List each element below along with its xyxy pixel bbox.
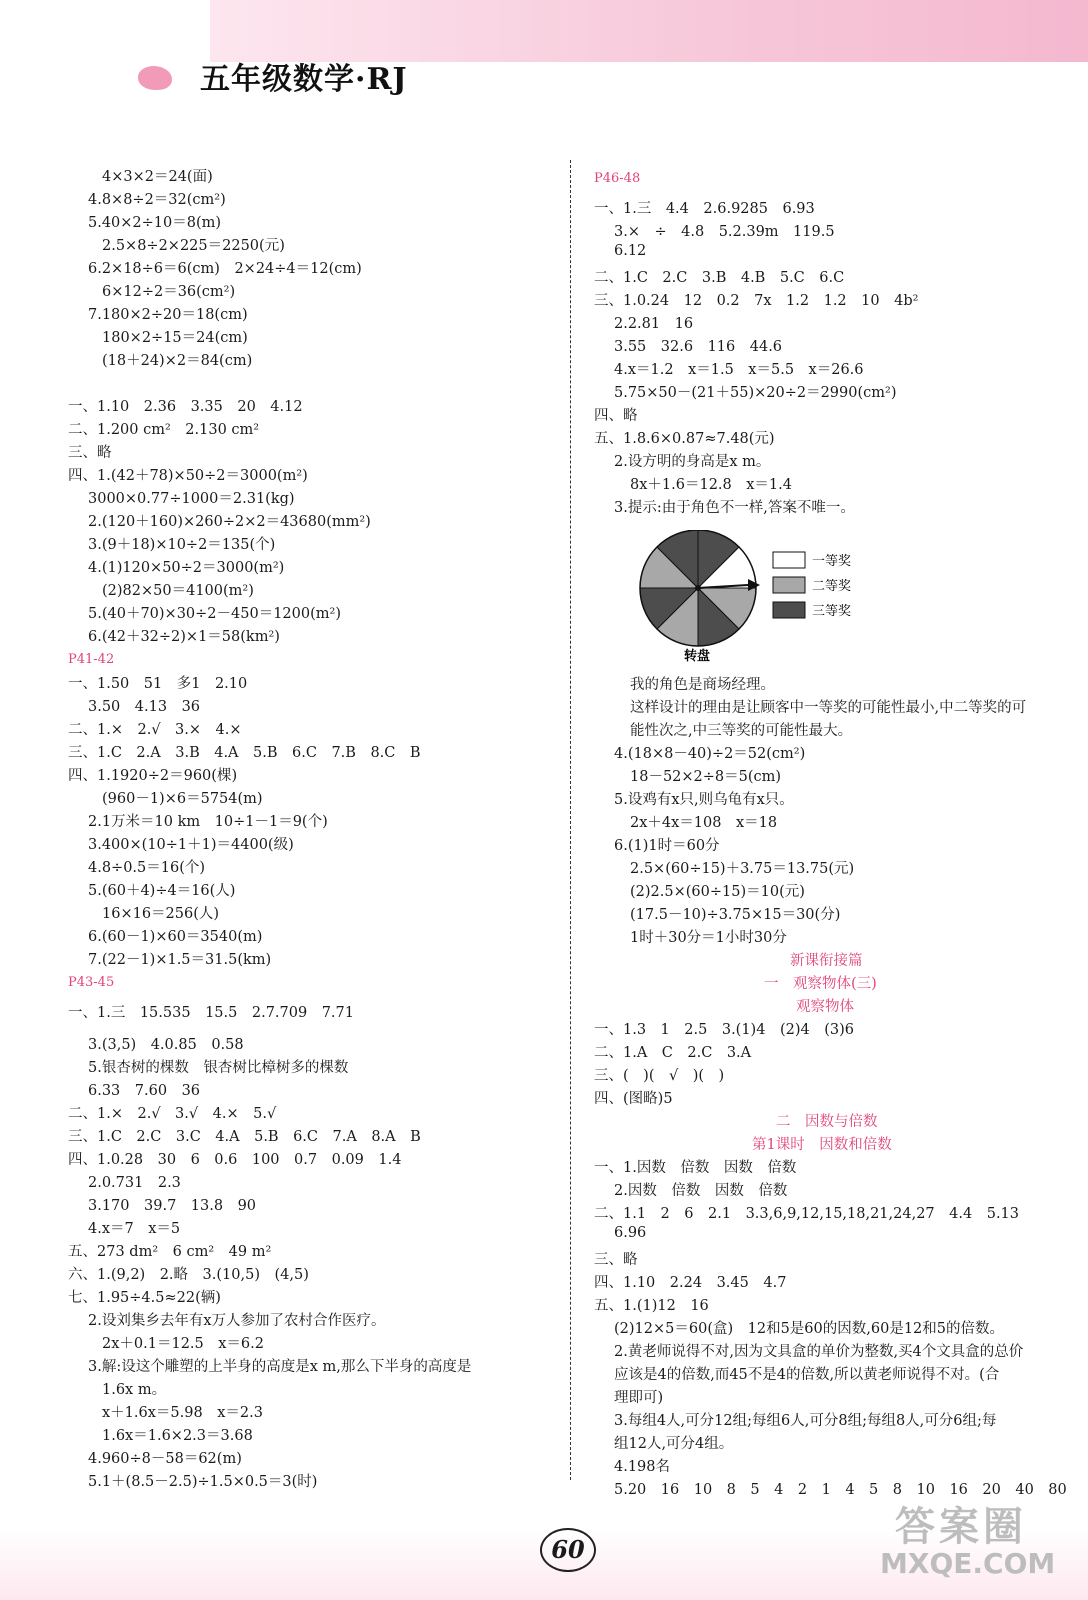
page-number: 60 — [540, 1528, 596, 1572]
answer-line: 应该是4的倍数,而45不是4的倍数,所以黄老师说得不对。(合 — [614, 1367, 1000, 1383]
answer-line: 2x＋4x＝108 x＝18 — [630, 815, 778, 831]
answer-line: 7.180×2÷20＝18(cm) — [88, 307, 248, 323]
answer-line: 4.960÷8－58＝62(m) — [88, 1451, 242, 1467]
answer-line: 二、1.C 2.C 3.B 4.B 5.C 6.C — [594, 270, 845, 286]
answer-line: 二、1.A C 2.C 3.A — [594, 1045, 752, 1061]
answer-line: 4.8÷0.5＝16(个) — [88, 860, 206, 876]
answer-line: 四、略 — [594, 408, 638, 424]
answer-line: 四、1.1920÷2＝960(棵) — [68, 768, 238, 784]
section-heading: 一 观察物体(三) — [764, 976, 877, 992]
answer-line: 理即可) — [614, 1390, 664, 1406]
answer-line: 能性次之,中三等奖的可能性最大。 — [630, 723, 853, 739]
answer-line: 3.400×(10÷1＋1)＝4400(级) — [88, 837, 294, 853]
answer-line: 二、1.× 2.√ 3.√ 4.× 5.√ — [68, 1106, 277, 1122]
answer-line: 三、略 — [594, 1252, 638, 1268]
answer-line: 5.(60＋4)÷4＝16(人) — [88, 883, 236, 899]
page-title: 五年级数学·RJ — [200, 62, 408, 97]
answer-line: 5.40×2÷10＝8(m) — [88, 215, 222, 231]
column-divider — [570, 160, 571, 1480]
answer-line: 7.(22－1)×1.5＝31.5(km) — [88, 952, 272, 968]
answer-line: (2)82×50＝4100(m²) — [102, 583, 254, 599]
legend-swatch-second — [773, 577, 805, 593]
answer-line: 四、(图略)5 — [594, 1091, 673, 1107]
answer-line: 6.12 — [614, 243, 647, 259]
answer-line: 4.x＝7 x＝5 — [88, 1221, 181, 1237]
answer-line: 3.55 32.6 116 44.6 — [614, 339, 783, 355]
answer-line: 6.(1)1时＝60分 — [614, 838, 720, 854]
answer-line: 6.(60－1)×60＝3540(m) — [88, 929, 263, 945]
answer-line: 4.198名 — [614, 1459, 671, 1475]
answer-line: 5.75×50－(21＋55)×20÷2＝2990(cm²) — [614, 385, 897, 401]
answer-line: 三、( )( √ )( ) — [594, 1068, 725, 1084]
answer-line: 5.设鸡有x只,则乌龟有x只。 — [614, 792, 794, 808]
answer-line: 2.1万米＝10 km 10÷1－1＝9(个) — [88, 814, 328, 830]
answer-line: 4.(1)120×50÷2＝3000(m²) — [88, 560, 285, 576]
answer-line: 四、1.0.28 30 6 0.6 100 0.7 0.09 1.4 — [68, 1152, 402, 1168]
legend-swatch-third — [773, 602, 805, 618]
answer-line: 2.5×8÷2×225＝2250(元) — [102, 238, 285, 254]
page-ref: P46-48 — [594, 171, 641, 186]
answer-line: 2.0.731 2.3 — [88, 1175, 181, 1191]
answer-line: 2.设刘集乡去年有x万人参加了农村合作医疗。 — [88, 1313, 386, 1329]
lesson-heading: 第1课时 因数和倍数 — [752, 1137, 892, 1153]
answer-line: 4×3×2＝24(面) — [102, 169, 213, 185]
watermark-line: 答案圈 — [895, 1504, 1027, 1550]
spinner-caption: 转盘 — [684, 649, 711, 664]
answer-line: 五、1.(1)12 16 — [594, 1298, 709, 1314]
answer-line: 6.(42＋32÷2)×1＝58(km²) — [88, 629, 280, 645]
answer-line: 二、1.200 cm² 2.130 cm² — [68, 422, 260, 438]
spinner-center — [695, 585, 701, 591]
answer-line: 6.96 — [614, 1225, 647, 1241]
answer-line: 6.33 7.60 36 — [88, 1083, 201, 1099]
answer-line: 三、1.C 2.A 3.B 4.A 5.B 6.C 7.B 8.C B — [68, 745, 421, 761]
answer-line: 4.(18×8－40)÷2＝52(cm²) — [614, 746, 806, 762]
answer-line: 5.(40＋70)×30÷2－450＝1200(m²) — [88, 606, 341, 622]
answer-line: 18－52×2÷8＝5(cm) — [630, 769, 782, 785]
legend-swatch-first — [773, 552, 805, 568]
watermark-line: MXQE.COM — [880, 1547, 1056, 1580]
answer-line: 四、1.10 2.24 3.45 4.7 — [594, 1275, 787, 1291]
answer-line: 一、1.3 1 2.5 3.(1)4 (2)4 (3)6 — [594, 1022, 854, 1038]
lesson-heading: 观察物体 — [796, 999, 854, 1015]
answer-line: 四、1.(42＋78)×50÷2＝3000(m²) — [68, 468, 308, 484]
answer-line: 1.6x＝1.6×2.3＝3.68 — [102, 1428, 253, 1444]
answer-line: 二、1.1 2 6 2.1 3.3,6,9,12,15,18,21,24,27 4.4 5.13 — [594, 1206, 1020, 1222]
answer-line: 七、1.95÷4.5≈22(辆) — [68, 1290, 221, 1306]
answer-line: 5.20 16 10 8 5 4 2 1 4 5 8 10 16 20 40 80 — [614, 1482, 1067, 1498]
answer-line: 三、略 — [68, 445, 112, 461]
answer-line: 2.因数 倍数 因数 倍数 — [614, 1183, 788, 1199]
section-heading: 二 因数与倍数 — [776, 1114, 878, 1130]
answer-line: 3.提示:由于角色不一样,答案不唯一。 — [614, 500, 855, 516]
answer-line: 3.(9＋18)×10÷2＝135(个) — [88, 537, 276, 553]
answer-line: 2.(120＋160)×260÷2×2＝43680(mm²) — [88, 514, 371, 530]
answer-line: 三、1.C 2.C 3.C 4.A 5.B 6.C 7.A 8.A B — [68, 1129, 421, 1145]
answer-line: 3.解:设这个雕塑的上半身的高度是x m,那么下半身的高度是 — [88, 1359, 472, 1375]
answer-line: 2.设方明的身高是x m。 — [614, 454, 771, 470]
answer-line: 3000×0.77÷1000＝2.31(kg) — [88, 491, 295, 507]
answer-line: 一、1.三 4.4 2.6.9285 6.93 — [594, 201, 815, 217]
answer-line: (960－1)×6＝5754(m) — [102, 791, 263, 807]
page-ref: P43-45 — [68, 975, 115, 990]
answer-line: 三、1.0.24 12 0.2 7x 1.2 1.2 10 4b² — [594, 293, 919, 309]
answer-line: 一、1.50 51 多1 2.10 — [68, 676, 248, 692]
answer-line: 一、1.因数 倍数 因数 倍数 — [594, 1160, 797, 1176]
page-ref: P41-42 — [68, 652, 115, 667]
answer-line: 六、1.(9,2) 2.略 3.(10,5) (4,5) — [68, 1267, 309, 1283]
answer-line: 二、1.× 2.√ 3.× 4.× — [68, 722, 242, 738]
answer-line: 3.(3,5) 4.0.85 0.58 — [88, 1037, 244, 1053]
answer-line: 一、1.三 15.535 15.5 2.7.709 7.71 — [68, 1005, 354, 1021]
answer-line: x＋1.6x＝5.98 x＝2.3 — [102, 1405, 263, 1421]
answer-line: 五、1.8.6×0.87≈7.48(元) — [594, 431, 775, 447]
legend-label: 一等奖 — [812, 554, 852, 569]
answer-line: 2x＋0.1＝12.5 x＝6.2 — [102, 1336, 264, 1352]
watermark — [880, 1495, 1060, 1585]
legend-label: 三等奖 — [812, 604, 852, 619]
answer-line: 3.× ÷ 4.8 5.2.39m 119.5 — [614, 224, 835, 240]
answer-line: (17.5－10)÷3.75×15＝30(分) — [630, 907, 841, 923]
answer-line: 4.x＝1.2 x＝1.5 x＝5.5 x＝26.6 — [614, 362, 864, 378]
answer-line: 5.银杏树的棵数 银杏树比樟树多的棵数 — [88, 1060, 349, 1076]
spinner-figure — [636, 530, 916, 680]
answer-line: 4.8×8÷2＝32(cm²) — [88, 192, 226, 208]
answer-line: 8x＋1.6＝12.8 x＝1.4 — [630, 477, 792, 493]
answer-line: 2.黄老师说得不对,因为文具盒的单价为整数,买4个文具盒的总价 — [614, 1344, 1024, 1360]
answer-line: 180×2÷15＝24(cm) — [102, 330, 248, 346]
answer-line: 16×16＝256(人) — [102, 906, 220, 922]
section-heading: 新课衔接篇 — [790, 953, 863, 969]
header-decoration-icon — [138, 66, 172, 90]
answer-line: 五、273 dm² 6 cm² 49 m² — [68, 1244, 272, 1260]
answer-line: 一、1.10 2.36 3.35 20 4.12 — [68, 399, 303, 415]
answer-line: (2)2.5×(60÷15)＝10(元) — [630, 884, 805, 900]
answer-line: 5.1＋(8.5－2.5)÷1.5×0.5＝3(时) — [88, 1474, 318, 1490]
answer-line: 6×12÷2＝36(cm²) — [102, 284, 236, 300]
answer-line: (2)12×5＝60(盒) 12和5是60的因数,60是12和5的倍数。 — [614, 1321, 1004, 1337]
answer-line: 1.6x m。 — [102, 1382, 167, 1398]
answer-line: 组12人,可分4组。 — [614, 1436, 734, 1452]
answer-line: 1时＋30分＝1小时30分 — [630, 930, 787, 946]
top-color-band — [210, 0, 1088, 62]
answer-line: 3.每组4人,可分12组;每组6人,可分8组;每组8人,可分6组;每 — [614, 1413, 997, 1429]
answer-line: (18＋24)×2＝84(cm) — [102, 353, 253, 369]
answer-line: 2.5×(60÷15)＋3.75＝13.75(元) — [630, 861, 855, 877]
answer-line: 3.170 39.7 13.8 90 — [88, 1198, 257, 1214]
answer-line: 3.50 4.13 36 — [88, 699, 201, 715]
answer-line: 这样设计的理由是让顾客中一等奖的可能性最小,中二等奖的可 — [630, 700, 1027, 716]
answer-line: 我的角色是商场经理。 — [630, 677, 775, 693]
answer-line: 6.2×18÷6＝6(cm) 2×24÷4＝12(cm) — [88, 261, 362, 277]
answer-line: 2.2.81 16 — [614, 316, 694, 332]
legend-label: 二等奖 — [812, 579, 852, 594]
